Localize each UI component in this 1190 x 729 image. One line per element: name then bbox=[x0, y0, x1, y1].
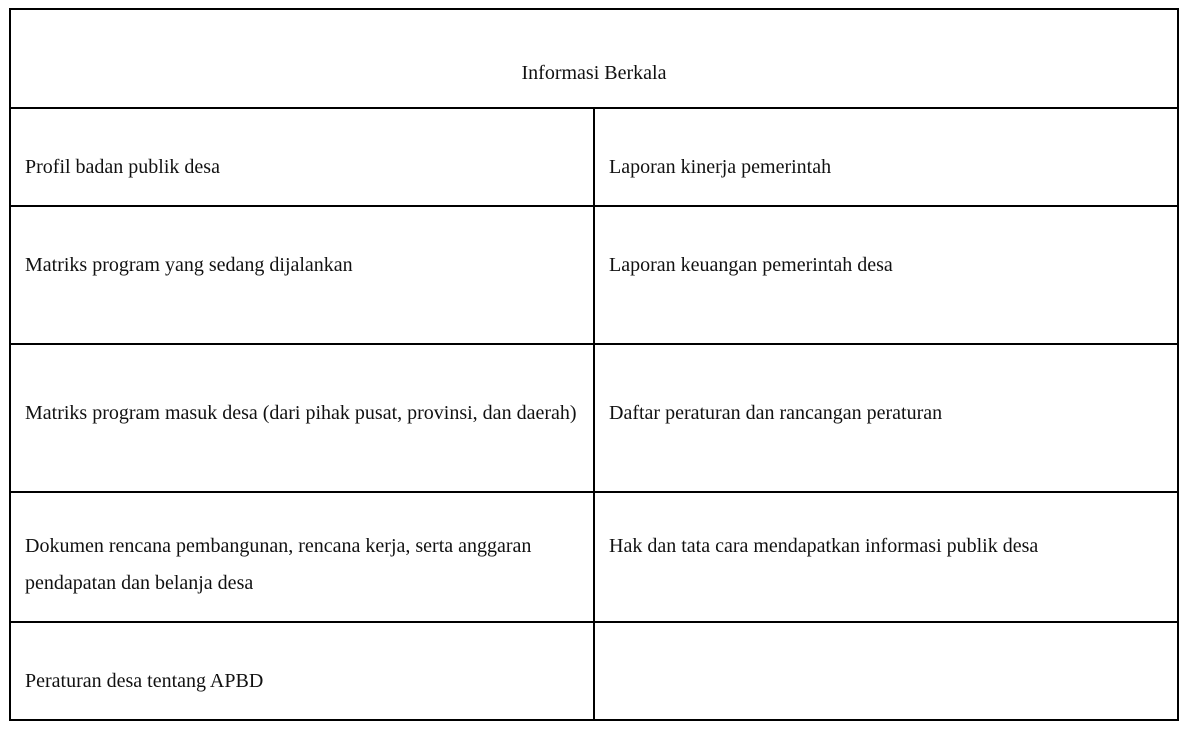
cell-text: Peraturan desa tentang APBD bbox=[25, 670, 264, 692]
table-cell-left bbox=[10, 492, 594, 622]
table-cell-left bbox=[10, 622, 594, 720]
cell-text: Matriks program masuk desa (dari pihak pusat, provinsi, dan daerah) bbox=[25, 402, 577, 424]
cell-text: Daftar peraturan dan rancangan peraturan bbox=[609, 402, 943, 424]
cell-text: Profil badan publik desa bbox=[25, 156, 220, 178]
table-cell-right bbox=[594, 206, 1178, 344]
table-cell-right bbox=[594, 622, 1178, 720]
table-row bbox=[10, 206, 1178, 344]
table-cell-left bbox=[10, 108, 594, 206]
table-row bbox=[10, 108, 1178, 206]
cell-text bbox=[609, 623, 1163, 663]
table-cell-right bbox=[594, 344, 1178, 492]
cell-text: Matriks program yang sedang dijalankan bbox=[25, 254, 353, 276]
cell-text: Laporan kinerja pemerintah bbox=[609, 156, 832, 178]
table-title: Informasi Berkala bbox=[521, 62, 667, 84]
table-header-row bbox=[10, 9, 1178, 108]
table-title-cell bbox=[10, 9, 1178, 108]
cell-text: Dokumen rencana pembangunan, rencana kerja, serta anggaran pendapatan dan belanja desa bbox=[25, 535, 532, 594]
table-row bbox=[10, 492, 1178, 622]
table-row bbox=[10, 622, 1178, 720]
table-row bbox=[10, 344, 1178, 492]
table-cell-left bbox=[10, 344, 594, 492]
table-cell-right bbox=[594, 492, 1178, 622]
informasi-berkala-table bbox=[9, 8, 1179, 721]
cell-text: Hak dan tata cara mendapatkan informasi publik desa bbox=[609, 535, 1039, 557]
table-cell-left bbox=[10, 206, 594, 344]
table-cell-right bbox=[594, 108, 1178, 206]
cell-text: Laporan keuangan pemerintah desa bbox=[609, 254, 893, 276]
